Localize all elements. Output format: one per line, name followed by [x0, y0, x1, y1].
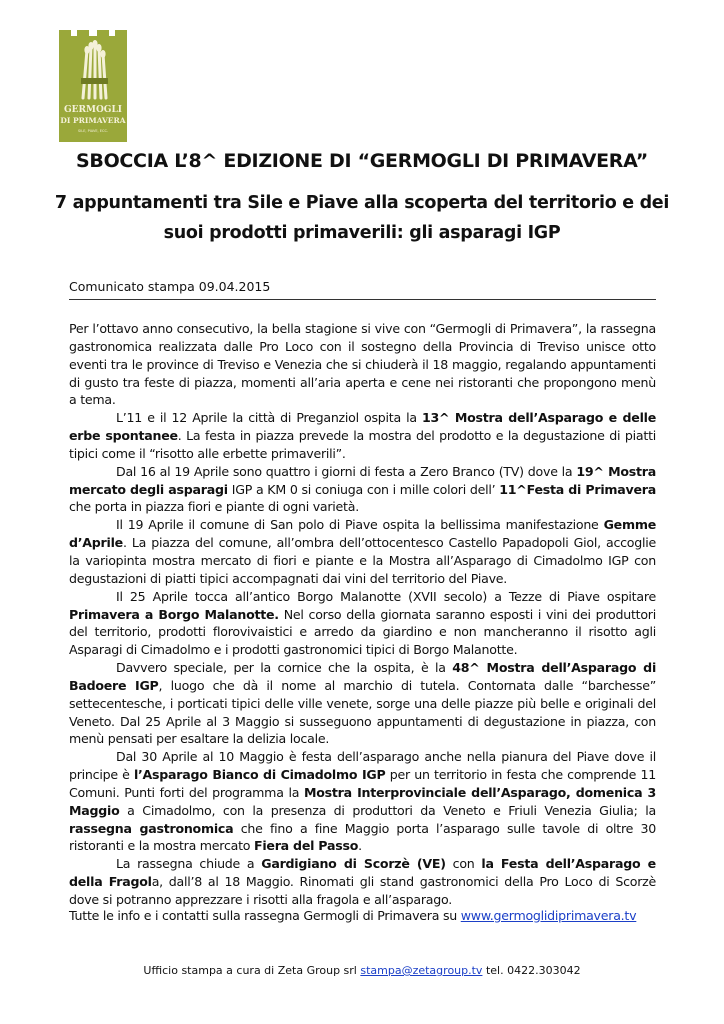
logo-line1: GERMOGLI: [63, 105, 123, 115]
bold-run: Gemme d’Aprile: [69, 517, 656, 551]
text-run: . La piazza del comune, all’ombra dell’ottocentesco Castello Papadopoli Giol, accoglie la variopinta mostra mercato di fiori e piante e la Mostra all’Asparago di Cimadolmo IGP con degustazioni di piatti tipici accompagnati dai vini del territorio del Piave.: [69, 535, 656, 586]
text-run: Dal 30 Aprile al 10 Maggio è festa dell’asparago anche nella pianura del Piave dove il principe è: [69, 749, 656, 783]
text-run: .: [358, 838, 362, 854]
article-paragraph: [69, 855, 656, 909]
text-run: a Cimadolmo, con la presenza di produttori da Veneto e Friuli Venezia Giulia; la: [119, 802, 656, 818]
bold-run: Fiera del Passo: [254, 838, 359, 854]
text-run: con: [445, 856, 482, 872]
text-run: a, dall’8 al 18 Maggio. Rinomati gli stand gastronomici della Pro Loco di Scorzè dove si potranno apprezzare i risotti alla fragola e all’asparago.: [69, 874, 656, 907]
footer-phone: tel. 0422.303042: [482, 964, 581, 977]
closing-text: Tutte le info e i contatti sulla rassegna Germogli di Primavera su: [69, 908, 461, 923]
bold-run: rassegna gastronomica: [69, 820, 234, 836]
text-run: . La festa in piazza prevede la mostra del prodotto e la degustazione di piatti tipici come il “risotto alle erbette primaverili”.: [69, 428, 657, 461]
page-subtitle: 7 appuntamenti tra Sile e Piave alla scoperta del territorio e dei suoi prodotti primaverili: gli asparagi IGP: [54, 193, 670, 243]
text-run: IGP a KM 0 si coniuga con i mille colori dell’: [227, 481, 500, 497]
text-run: , luogo che dà il nome al marchio di tutela. Contornata dalle “barchesse” settecentesche, i porticati tipici delle ville venete, sorge una delle piazze più belle e originali del Veneto. Dal 25 Aprile al 3 Maggio si susseguono appuntamenti di degustazione in piazza, con menù pensati per esaltare la delizia locale.: [69, 677, 656, 747]
email-link[interactable]: stampa@zetagroup.tv: [360, 964, 483, 977]
text-run: Dal 16 al 19 Aprile sono quattro i giorni di festa a Zero Branco (TV) dove la: [116, 463, 577, 479]
bold-run: 11^Festa di Primavera: [499, 481, 656, 497]
website-link[interactable]: www.germoglidiprimavera.tv: [460, 908, 637, 923]
article-paragraph: [69, 516, 656, 587]
closing-line: [69, 908, 636, 923]
article-paragraph: [69, 320, 656, 409]
text-run: Il 19 Aprile il comune di San polo di Piave ospita la bellissima manifestazione: [116, 517, 604, 533]
header-divider: [69, 299, 656, 300]
bold-run: l’Asparago Bianco di Cimadolmo IGP: [133, 767, 386, 783]
article-paragraph: [69, 588, 656, 659]
text-run: Per l’ottavo anno consecutivo, la bella stagione si vive con “Germogli di Primavera”, la rassegna gastronomica realizzata dalle Pro Loco con il sostegno della Provincia di Treviso unisce otto eventi tra le province di Treviso e Venezia che si chiuderà il 18 maggio, regalando appuntamenti di gusto tra feste di piazza, momenti all’aria aperta e cene nei ristoranti che propongono menù a tema.: [69, 321, 656, 408]
bold-run: 19^ Mostra mercato degli asparagi: [69, 463, 656, 497]
bold-run: 48^ Mostra dell’Asparago di Badoere IGP: [69, 660, 657, 693]
article-paragraph: [69, 659, 656, 748]
text-run: La rassegna chiude a: [116, 856, 262, 872]
press-release-date: Comunicato stampa 09.04.2015: [69, 279, 271, 294]
article-paragraph: [69, 463, 656, 517]
page-title: SBOCCIA L’8^ EDIZIONE DI “GERMOGLI DI PRIMAVERA”: [76, 150, 648, 172]
text-run: per un territorio in festa che comprende 11 Comuni. Punti forti del programma la: [69, 767, 656, 800]
logo-tagline: SILE, PIAVE, ECC.: [78, 129, 108, 133]
bold-run: la Festa dell’Asparago e della Fragol: [69, 856, 656, 890]
germogli-logo: [59, 30, 127, 142]
footer: [0, 964, 724, 977]
text-run: L’11 e il 12 Aprile la città di Preganziol ospita la: [116, 410, 422, 426]
footer-text: Ufficio stampa a cura di Zeta Group srl: [143, 964, 361, 977]
text-run: Davvero speciale, per la cornice che la ospita, è la: [116, 660, 453, 676]
logo-line2: DI PRIMAVERA: [60, 116, 126, 125]
bold-run: Primavera a Borgo Malanotte.: [69, 606, 279, 622]
bold-run: Gardigiano di Scorzè (VE): [261, 856, 446, 872]
text-run: Il 25 Aprile tocca all’antico Borgo Malanotte (XVII secolo) a Tezze di Piave ospitare: [116, 588, 656, 604]
article-paragraph: [69, 748, 656, 855]
article-body: [69, 320, 656, 909]
article-paragraph: [69, 409, 656, 463]
bold-run: 13^ Mostra dell’Asparago e delle erbe spontanee: [69, 410, 656, 444]
text-run: Nel corso della giornata saranno esposti i vini dei produttori del territorio, prodotti florovivaistici e arredo da giardino e non mancheranno il risotto agli Asparagi di Cimadolmo e i prodotti gastronomici tipici di Borgo Malanotte.: [69, 606, 656, 658]
bold-run: Mostra Interprovinciale dell’Asparago, domenica 3 Maggio: [69, 784, 657, 818]
text-run: che porta in piazza fiori e piante di ogni varietà.: [69, 499, 359, 515]
text-run: che fino a fine Maggio porta l’asparago sulle tavole di oltre 30 ristoranti e la mostra mercato: [69, 820, 656, 854]
